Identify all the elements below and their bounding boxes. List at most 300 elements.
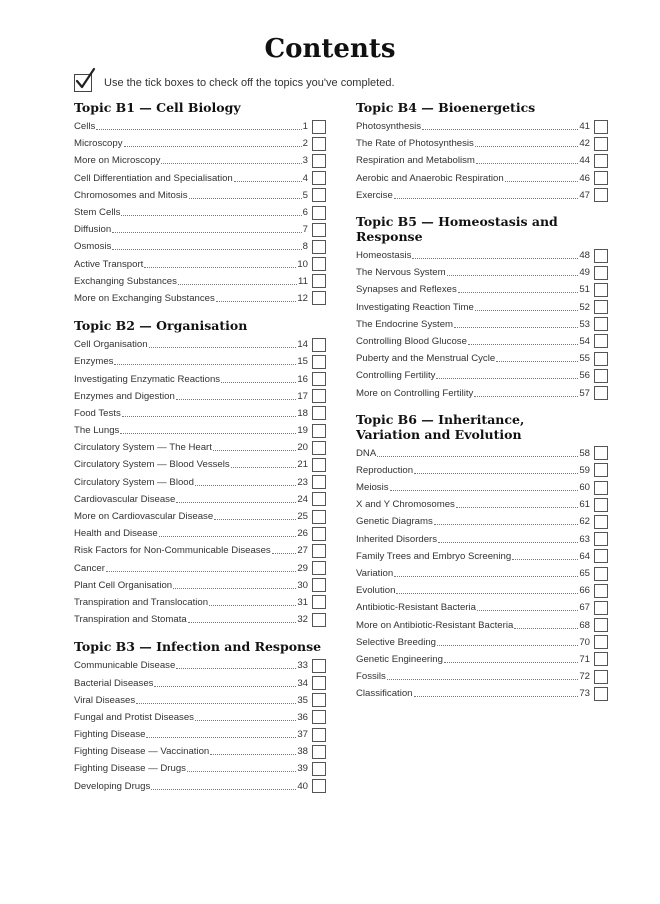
dot-leader: [195, 485, 296, 486]
entry-title: DNA: [356, 447, 377, 459]
entry-page-number: 3: [302, 155, 308, 167]
contents-entry: [356, 187, 608, 204]
dot-leader: [114, 364, 296, 365]
dot-leader: [414, 473, 578, 474]
contents-entry: [74, 594, 326, 611]
entry-title: Cell Differentiation and Specialisation: [74, 172, 233, 184]
contents-column-left: [74, 100, 326, 795]
entry-title: More on Exchanging Substances: [74, 292, 215, 304]
contents-entry: [74, 542, 326, 559]
contents-entry: [74, 525, 326, 542]
entry-page-number: 65: [579, 568, 590, 580]
entry-page-number: 46: [579, 172, 590, 184]
entry-page-number: 63: [579, 533, 590, 545]
entry-page-number: 29: [297, 562, 308, 574]
contents-entry: [74, 456, 326, 473]
topic-section: [356, 214, 608, 402]
entry-page-number: 72: [579, 671, 590, 683]
dot-leader: [189, 198, 302, 199]
entry-page-number: 4: [302, 172, 308, 184]
contents-entry: [74, 370, 326, 387]
entry-page-number: 39: [297, 763, 308, 775]
tick-box[interactable]: [594, 369, 608, 383]
entry-title: Fungal and Protist Diseases: [74, 711, 194, 723]
entry-page-number: 64: [579, 550, 590, 562]
topic-heading: Topic B6 — Inheritance, Variation and Evolution: [356, 411, 525, 442]
entry-title: Evolution: [356, 585, 396, 597]
contents-entry: [356, 316, 608, 333]
contents-entry: [74, 273, 326, 290]
tick-icon: [74, 67, 96, 91]
contents-entry: [74, 709, 326, 726]
tick-box[interactable]: [312, 458, 326, 472]
topic-section: [356, 412, 608, 703]
entry-page-number: 60: [579, 482, 590, 494]
entry-title: Synapses and Reflexes: [356, 284, 457, 296]
dot-leader: [456, 507, 578, 508]
tick-box[interactable]: [594, 120, 608, 134]
entry-page-number: 18: [297, 407, 308, 419]
entry-page-number: 66: [579, 585, 590, 597]
contents-entry: [356, 281, 608, 298]
entry-page-number: 16: [297, 373, 308, 385]
entry-page-number: 57: [579, 387, 590, 399]
contents-entry: [74, 353, 326, 370]
entry-title: Chromosomes and Mitosis: [74, 189, 188, 201]
entry-title: Meiosis: [356, 482, 389, 494]
tick-box[interactable]: [312, 120, 326, 134]
tick-box[interactable]: [594, 446, 608, 460]
contents-entry: [74, 388, 326, 405]
contents-entry: [74, 152, 326, 169]
entry-page-number: 8: [302, 241, 308, 253]
entry-page-number: 40: [297, 780, 308, 792]
tick-box[interactable]: [312, 240, 326, 254]
dot-leader: [106, 571, 296, 572]
contents-entry: [74, 290, 326, 307]
entry-page-number: 48: [579, 250, 590, 262]
entry-title: Family Trees and Embryo Screening: [356, 550, 512, 562]
entry-page-number: 5: [302, 189, 308, 201]
entry-title: More on Cardiovascular Disease: [74, 511, 214, 523]
dot-leader: [112, 232, 302, 233]
tick-box[interactable]: [312, 424, 326, 438]
entry-page-number: 25: [297, 511, 308, 523]
tick-box[interactable]: [594, 652, 608, 666]
topic-heading: Topic B2 — Organisation: [74, 318, 248, 334]
entry-title: Genetic Diagrams: [356, 516, 433, 528]
contents-entry: [356, 135, 608, 152]
topic-heading: Topic B4 — Bioenergetics: [356, 100, 536, 115]
entry-title: Cancer: [74, 562, 105, 574]
entry-title: Genetic Engineering: [356, 653, 443, 665]
entry-page-number: 17: [297, 390, 308, 402]
tick-box[interactable]: [594, 498, 608, 512]
contents-entry: [74, 439, 326, 456]
contents-entry: [356, 350, 608, 367]
contents-entry: [356, 152, 608, 169]
topic-section: [74, 318, 326, 628]
tick-box[interactable]: [594, 137, 608, 151]
tick-box[interactable]: [594, 601, 608, 615]
entry-title: The Endocrine System: [356, 318, 454, 330]
dot-leader: [447, 275, 579, 276]
tick-box[interactable]: [312, 527, 326, 541]
dot-leader: [214, 519, 296, 520]
contents-entry: [356, 367, 608, 384]
entry-page-number: 19: [297, 425, 308, 437]
entry-page-number: 1: [302, 121, 308, 133]
entry-page-number: 42: [579, 138, 590, 150]
entry-title: Osmosis: [74, 241, 112, 253]
contents-entry: [74, 118, 326, 135]
entry-page-number: 31: [297, 596, 308, 608]
topic-heading: Topic B3 — Infection and Response: [74, 639, 322, 655]
entry-title: Microscopy: [74, 138, 123, 150]
contents-entry: [74, 256, 326, 273]
entry-page-number: 61: [579, 499, 590, 511]
tick-box[interactable]: [594, 670, 608, 684]
tick-box[interactable]: [594, 171, 608, 185]
entry-page-number: 71: [579, 653, 590, 665]
entry-page-number: 15: [297, 356, 308, 368]
entry-page-number: 56: [579, 370, 590, 382]
contents-entry: [74, 238, 326, 255]
instruction-row: [74, 72, 395, 94]
entry-title: Diffusion: [74, 224, 112, 236]
entry-title: Health and Disease: [74, 528, 158, 540]
dot-leader: [176, 399, 297, 400]
dot-leader: [454, 327, 578, 328]
tick-box[interactable]: [312, 762, 326, 776]
contents-entry: [74, 674, 326, 691]
tick-box[interactable]: [594, 154, 608, 168]
dot-leader: [213, 450, 296, 451]
dot-leader: [96, 129, 301, 130]
entry-title: More on Controlling Fertility: [356, 387, 474, 399]
entry-page-number: 68: [579, 619, 590, 631]
tick-box[interactable]: [312, 710, 326, 724]
dot-leader: [195, 720, 296, 721]
entry-page-number: 47: [579, 189, 590, 201]
contents-entry: [74, 508, 326, 525]
entry-title: Exchanging Substances: [74, 275, 177, 287]
dot-leader: [136, 703, 296, 704]
contents-entry: [356, 445, 608, 462]
contents-entry: [356, 496, 608, 513]
entry-page-number: 6: [302, 207, 308, 219]
dot-leader: [477, 610, 578, 611]
entry-page-number: 14: [297, 339, 308, 351]
tick-box[interactable]: [312, 578, 326, 592]
tick-box[interactable]: [312, 154, 326, 168]
entry-title: Transpiration and Stomata: [74, 614, 187, 626]
dot-leader: [176, 668, 296, 669]
dot-leader: [124, 146, 302, 147]
entry-page-number: 55: [579, 353, 590, 365]
contents-entry: [356, 582, 608, 599]
dot-leader: [468, 344, 578, 345]
tick-box[interactable]: [594, 317, 608, 331]
dot-leader: [231, 467, 297, 468]
dot-leader: [144, 267, 296, 268]
contents-entry: [74, 336, 326, 353]
dot-leader: [159, 536, 297, 537]
tick-box[interactable]: [594, 515, 608, 529]
entry-title: Fighting Disease — Drugs: [74, 763, 186, 775]
entry-title: The Nervous System: [356, 267, 446, 279]
tick-box[interactable]: [594, 567, 608, 581]
entry-title: Classification: [356, 688, 413, 700]
contents-entry: [356, 617, 608, 634]
contents-entry: [74, 692, 326, 709]
entry-page-number: 34: [297, 677, 308, 689]
entry-page-number: 2: [302, 138, 308, 150]
entry-title: Homeostasis: [356, 250, 412, 262]
entry-page-number: 59: [579, 464, 590, 476]
tick-box[interactable]: [312, 613, 326, 627]
tick-box[interactable]: [312, 659, 326, 673]
tick-box[interactable]: [594, 463, 608, 477]
entry-title: Fighting Disease — Vaccination: [74, 746, 210, 758]
entry-page-number: 53: [579, 318, 590, 330]
entry-page-number: 51: [579, 284, 590, 296]
tick-box[interactable]: [312, 206, 326, 220]
contents-entry: [356, 548, 608, 565]
tick-box[interactable]: [312, 510, 326, 524]
contents-entry: [356, 668, 608, 685]
entry-title: Viral Diseases: [74, 694, 136, 706]
entry-title: Circulatory System — Blood Vessels: [74, 459, 230, 471]
dot-leader: [122, 416, 297, 417]
dot-leader: [422, 129, 578, 130]
entry-title: Respiration and Metabolism: [356, 155, 475, 167]
entry-page-number: 26: [297, 528, 308, 540]
dot-leader: [390, 490, 579, 491]
entry-title: Controlling Blood Glucose: [356, 335, 467, 347]
dot-leader: [209, 605, 296, 606]
entry-title: Enzymes: [74, 356, 114, 368]
dot-leader: [414, 696, 579, 697]
entry-title: The Rate of Photosynthesis: [356, 138, 474, 150]
contents-entry: [356, 333, 608, 350]
entry-page-number: 73: [579, 688, 590, 700]
contents-entry: [74, 204, 326, 221]
dot-leader: [444, 662, 578, 663]
entry-title: Variation: [356, 568, 394, 580]
entry-page-number: 35: [297, 694, 308, 706]
contents-entry: [74, 778, 326, 795]
contents-entry: [356, 479, 608, 496]
dot-leader: [475, 310, 578, 311]
entry-page-number: 36: [297, 711, 308, 723]
dot-leader: [154, 686, 296, 687]
dot-leader: [173, 588, 296, 589]
tick-box[interactable]: [594, 334, 608, 348]
entry-title: Transpiration and Translocation: [74, 596, 209, 608]
topic-section: [74, 639, 326, 795]
topic-heading: Topic B1 — Cell Biology: [74, 100, 241, 115]
tick-box[interactable]: [312, 779, 326, 793]
tick-box[interactable]: [594, 549, 608, 563]
contents-entry: [74, 221, 326, 238]
tick-box[interactable]: [594, 584, 608, 598]
dot-leader: [210, 754, 296, 755]
contents-entry: [356, 384, 608, 401]
entry-title: Plant Cell Organisation: [74, 579, 173, 591]
tick-box[interactable]: [312, 274, 326, 288]
dot-leader: [161, 163, 301, 164]
tick-box[interactable]: [594, 386, 608, 400]
entry-title: Fighting Disease: [74, 729, 146, 741]
tick-box[interactable]: [312, 441, 326, 455]
tick-box[interactable]: [312, 338, 326, 352]
tick-box[interactable]: [312, 406, 326, 420]
contents-entry: [74, 726, 326, 743]
entry-title: Photosynthesis: [356, 121, 422, 133]
tick-box[interactable]: [594, 266, 608, 280]
contents-entry: [74, 657, 326, 674]
entry-title: Investigating Reaction Time: [356, 301, 474, 313]
entry-page-number: 11: [298, 275, 308, 287]
tick-box[interactable]: [312, 595, 326, 609]
tick-box[interactable]: [312, 492, 326, 506]
contents-column-right: [356, 100, 608, 702]
dot-leader: [476, 163, 578, 164]
entry-title: Circulatory System — The Heart: [74, 442, 212, 454]
entry-title: Cardiovascular Disease: [74, 493, 176, 505]
contents-entry: [356, 264, 608, 281]
contents-entry: [74, 560, 326, 577]
tick-box[interactable]: [312, 188, 326, 202]
entry-title: Reproduction: [356, 464, 414, 476]
contents-entry: [356, 599, 608, 616]
entry-title: Cells: [74, 121, 96, 133]
entry-page-number: 58: [579, 447, 590, 459]
dot-leader: [121, 215, 301, 216]
tick-box[interactable]: [312, 355, 326, 369]
dot-leader: [221, 382, 296, 383]
entry-page-number: 30: [297, 579, 308, 591]
dot-leader: [438, 542, 578, 543]
entry-title: Fossils: [356, 671, 386, 683]
dot-leader: [396, 593, 578, 594]
contents-entry: [356, 462, 608, 479]
tick-box[interactable]: [594, 300, 608, 314]
tick-box[interactable]: [312, 561, 326, 575]
entry-title: Circulatory System — Blood: [74, 476, 194, 488]
dot-leader: [458, 292, 579, 293]
tick-box[interactable]: [312, 544, 326, 558]
entry-page-number: 52: [579, 301, 590, 313]
entry-page-number: 7: [302, 224, 308, 236]
tick-box[interactable]: [594, 618, 608, 632]
tick-box[interactable]: [312, 171, 326, 185]
topic-heading: Topic B5 — Homeostasis and Response: [356, 213, 558, 244]
entry-title: Risk Factors for Non-Communicable Diseases: [74, 545, 271, 557]
tick-box[interactable]: [312, 257, 326, 271]
dot-leader: [412, 258, 578, 259]
contents-entry: [74, 187, 326, 204]
tick-box[interactable]: [312, 137, 326, 151]
dot-leader: [234, 181, 302, 182]
entry-title: Selective Breeding: [356, 636, 436, 648]
tick-box[interactable]: [312, 693, 326, 707]
entry-page-number: 32: [297, 614, 308, 626]
entry-title: More on Microscopy: [74, 155, 161, 167]
dot-leader: [377, 456, 578, 457]
page-title: Contents: [264, 34, 396, 64]
entry-page-number: 62: [579, 516, 590, 528]
entry-page-number: 27: [297, 545, 308, 557]
entry-page-number: 23: [297, 476, 308, 488]
tick-box[interactable]: [594, 352, 608, 366]
contents-entry: [74, 611, 326, 628]
entry-title: Active Transport: [74, 258, 144, 270]
dot-leader: [176, 502, 296, 503]
entry-page-number: 67: [579, 602, 590, 614]
contents-entry: [74, 760, 326, 777]
contents-entry: [356, 565, 608, 582]
topic-section: [356, 100, 608, 204]
contents-entry: [356, 634, 608, 651]
dot-leader: [475, 146, 578, 147]
entry-page-number: 37: [297, 729, 308, 741]
dot-leader: [151, 789, 296, 790]
entry-title: Enzymes and Digestion: [74, 390, 175, 402]
tick-box[interactable]: [312, 676, 326, 690]
entry-title: More on Antibiotic-Resistant Bacteria: [356, 619, 514, 631]
tick-box[interactable]: [312, 475, 326, 489]
tick-box[interactable]: [594, 687, 608, 701]
contents-entry: [356, 299, 608, 316]
tick-box[interactable]: [594, 532, 608, 546]
dot-leader: [434, 524, 579, 525]
entry-page-number: 54: [579, 335, 590, 347]
tick-box[interactable]: [312, 745, 326, 759]
contents-entry: [74, 135, 326, 152]
dot-leader: [178, 284, 297, 285]
entry-title: Bacterial Diseases: [74, 677, 154, 689]
entry-page-number: 10: [297, 258, 308, 270]
dot-leader: [149, 347, 297, 348]
dot-leader: [474, 396, 578, 397]
tick-box[interactable]: [312, 223, 326, 237]
tick-box[interactable]: [594, 188, 608, 202]
entry-title: The Lungs: [74, 425, 120, 437]
tick-box[interactable]: [312, 389, 326, 403]
tick-box[interactable]: [594, 635, 608, 649]
tick-box[interactable]: [312, 372, 326, 386]
entry-title: Food Tests: [74, 407, 121, 419]
tick-box[interactable]: [312, 728, 326, 742]
entry-page-number: 44: [579, 155, 590, 167]
contents-entry: [356, 170, 608, 187]
contents-entry: [74, 577, 326, 594]
tick-box[interactable]: [594, 283, 608, 297]
entry-title: Inherited Disorders: [356, 533, 438, 545]
tick-box[interactable]: [594, 249, 608, 263]
entry-page-number: 33: [297, 660, 308, 672]
entry-title: Exercise: [356, 189, 393, 201]
entry-title: Developing Drugs: [74, 780, 151, 792]
entry-page-number: 70: [579, 636, 590, 648]
tick-box[interactable]: [594, 481, 608, 495]
dot-leader: [394, 576, 578, 577]
contents-entry: [74, 474, 326, 491]
dot-leader: [514, 628, 578, 629]
tick-box[interactable]: [312, 291, 326, 305]
